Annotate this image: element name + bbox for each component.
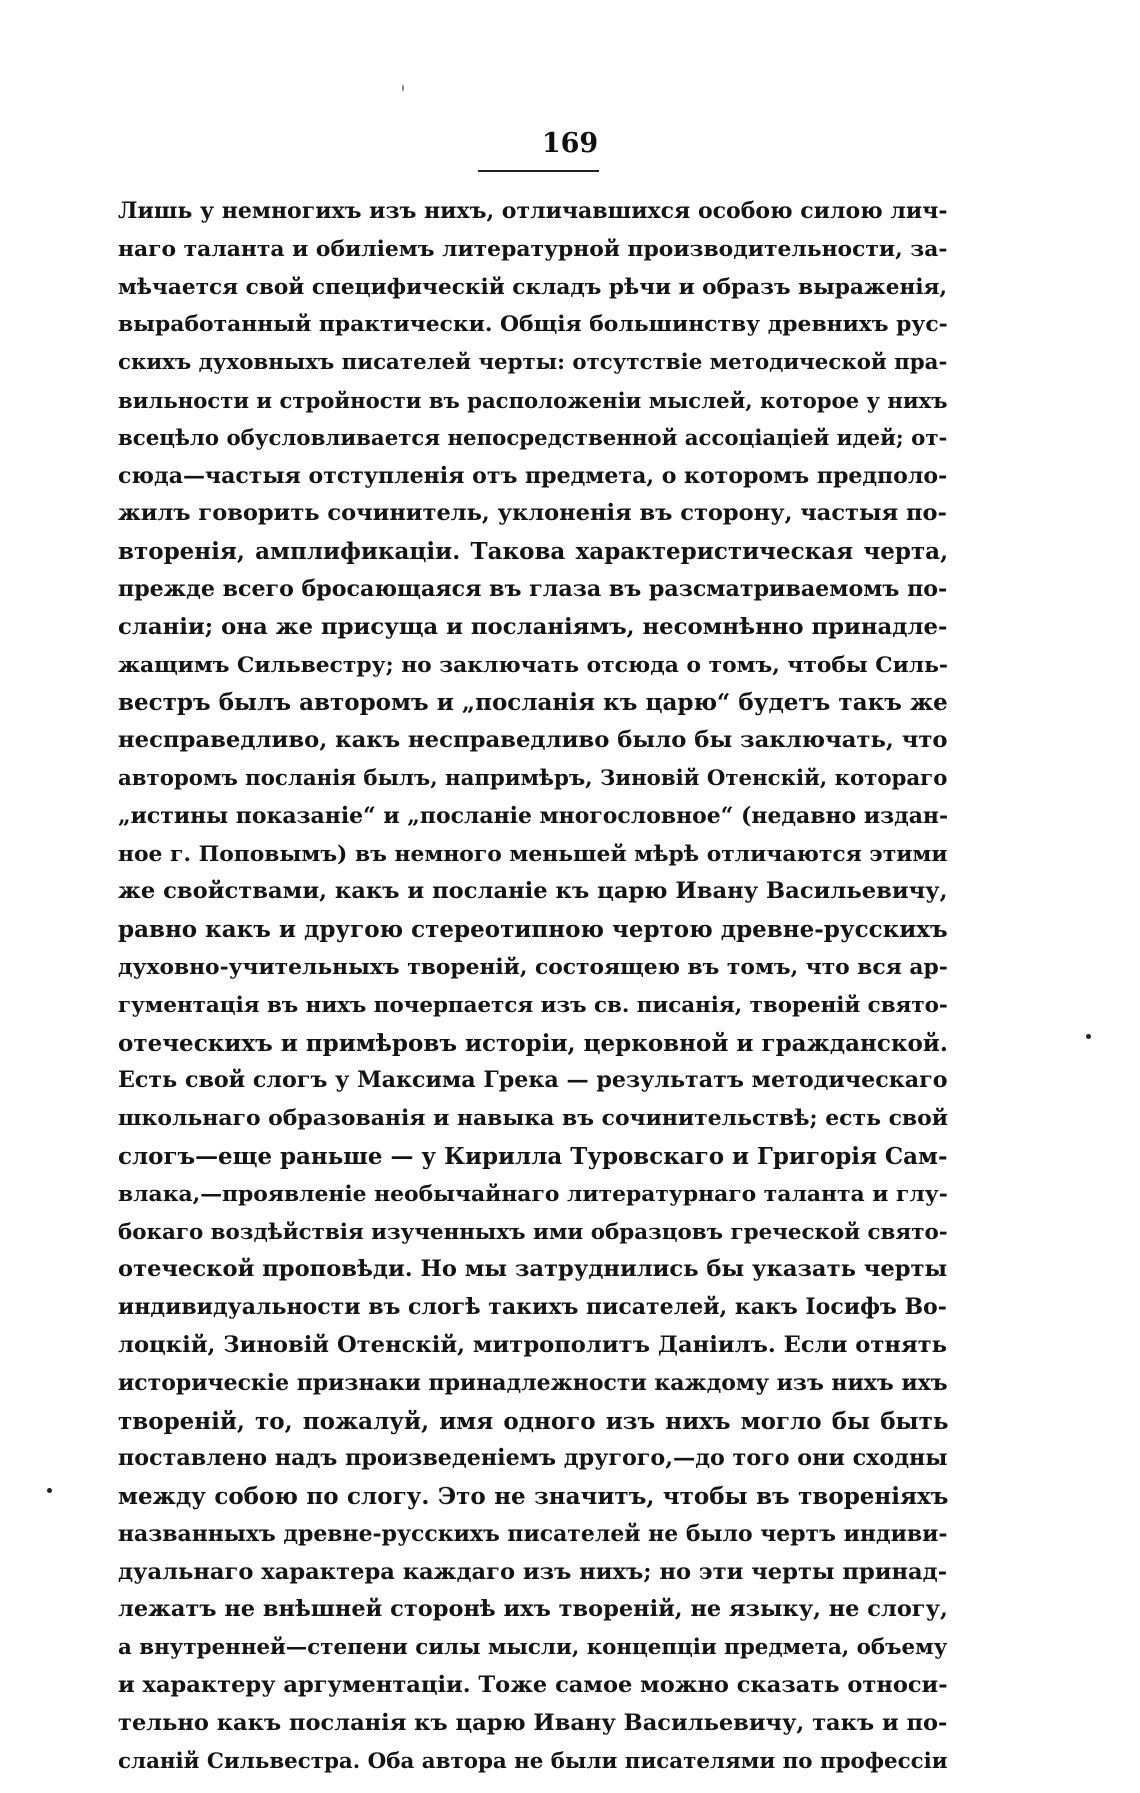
page-number-rule (478, 170, 599, 172)
text-line: поставлено надъ произведеніемъ другого,—до того они сходны (118, 1445, 948, 1472)
text-line: сланій Сильвестра. Оба автора не были писателями по профессіи (118, 1748, 948, 1774)
text-line: лежатъ не внѣшней сторонѣ ихъ твореній, не языку, не слогу, (118, 1596, 948, 1623)
text-line: дуальнаго характера каждаго изъ нихъ; но эти черты принад- (118, 1558, 948, 1585)
text-line: жилъ говорить сочинитель, уклоненія въ сторону, частыя по- (118, 500, 947, 527)
text-line: отеческой проповѣди. Но мы затруднились бы указать черты (118, 1256, 948, 1283)
text-line: и характеру аргументаціи. Тоже самое можно сказать относи- (118, 1672, 948, 1699)
text-line: бокаго воздѣйствія изученныхъ ими образцовъ греческой свято- (118, 1219, 948, 1245)
text-line: тельно какъ посланія къ царю Ивану Васильевичу, такъ и по- (118, 1709, 948, 1736)
text-line: Лишь у немногихъ изъ нихъ, отличавшихся особою силою лич- (118, 198, 948, 224)
text-line: влака,—проявленіе необычайнаго литературнаго таланта и глу- (118, 1180, 948, 1207)
text-line: несправедливо, какъ несправедливо было бы заключать, что (118, 727, 948, 754)
text-line: наго таланта и обиліемъ литературной производительности, за- (118, 235, 948, 262)
text-line: вторенія, амплификаціи. Такова характеристическая черта, (118, 538, 949, 566)
text-line: лоцкій, Зиновій Отенскій, митрополитъ Даніилъ. Если отнять (118, 1331, 948, 1358)
text-line: вильности и стройности въ расположеніи мыслей, которое у нихъ (118, 387, 948, 413)
text-line: твореній, то, пожалуй, имя одного изъ нихъ могло бы быть (118, 1407, 949, 1435)
text-line: а внутренней—степени силы мысли, концепціи предмета, объему (118, 1635, 948, 1661)
print-speck (1086, 1034, 1091, 1039)
text-line: духовно-учительныхъ твореній, состоящею въ томъ, что вся ар- (118, 954, 948, 980)
text-line: жащимъ Сильвестру; но заключать отсюда о томъ, чтобы Силь- (118, 652, 948, 678)
text-line: отеческихъ и примѣровъ исторіи, церковной и гражданской. (118, 1029, 948, 1057)
text-line: историческіе признаки принадлежности каждому изъ нихъ ихъ (118, 1369, 948, 1396)
text-line: скихъ духовныхъ писателей черты: отсутствіе методической пра- (118, 350, 948, 376)
text-line: сюда—частыя отступленія отъ предмета, о которомъ предполо- (118, 462, 948, 489)
print-speck (47, 1488, 52, 1493)
text-line: названныхъ древне-русскихъ писателей не было чертъ индиви- (118, 1520, 948, 1547)
text-line: ное г. Поповымъ) въ немного меньшей мѣрѣ отличаются этими (118, 840, 948, 867)
body-text (118, 193, 948, 1780)
text-line: же свойствами, какъ и посланіе къ царю Ивану Васильевичу, (118, 878, 948, 905)
text-line: всецѣло обусловливается непосредственной ассоціаціей идей; от- (118, 425, 948, 451)
text-line: мѣчается свой специфическій складъ рѣчи и образъ выраженія, (118, 274, 948, 300)
text-line: равно какъ и другою стереотипною чертою древне-русскихъ (118, 916, 948, 944)
text-line: выработанный практически. Общія большинству древнихъ рус- (118, 311, 948, 338)
text-line: гументація въ нихъ почерпается изъ св. писанія, твореній свято- (118, 992, 948, 1018)
text-line: индивидуальности въ слогѣ такихъ писателей, какъ Іосифъ Во- (118, 1294, 947, 1321)
print-speck (402, 85, 404, 91)
page-number: 169 (541, 128, 599, 159)
text-line: между собою по слогу. Это не значитъ, чтобы въ твореніяхъ (118, 1483, 949, 1511)
text-line: слогъ—еще раньше — у Кирилла Туровскаго и Григорія Сам- (118, 1142, 948, 1170)
text-line: Есть свой слогъ у Максима Грека — результатъ методическаго (118, 1067, 948, 1094)
text-line: „истины показаніе“ и „посланіе многословное“ (недавно издан- (118, 802, 949, 829)
text-line: авторомъ посланія былъ, напримѣръ, Зиновій Отенскій, котораго (118, 765, 948, 791)
text-line: вестръ былъ авторомъ и „посланія къ царю“ будетъ такъ же (118, 689, 948, 717)
text-line: прежде всего бросающаяся въ глаза въ разсматриваемомъ по- (118, 575, 948, 602)
text-line: школьнаго образованія и навыка въ сочинительствѣ; есть свой (118, 1105, 949, 1132)
text-line: сланіи; она же присуща и посланіямъ, несомнѣнно принадле- (118, 613, 948, 640)
